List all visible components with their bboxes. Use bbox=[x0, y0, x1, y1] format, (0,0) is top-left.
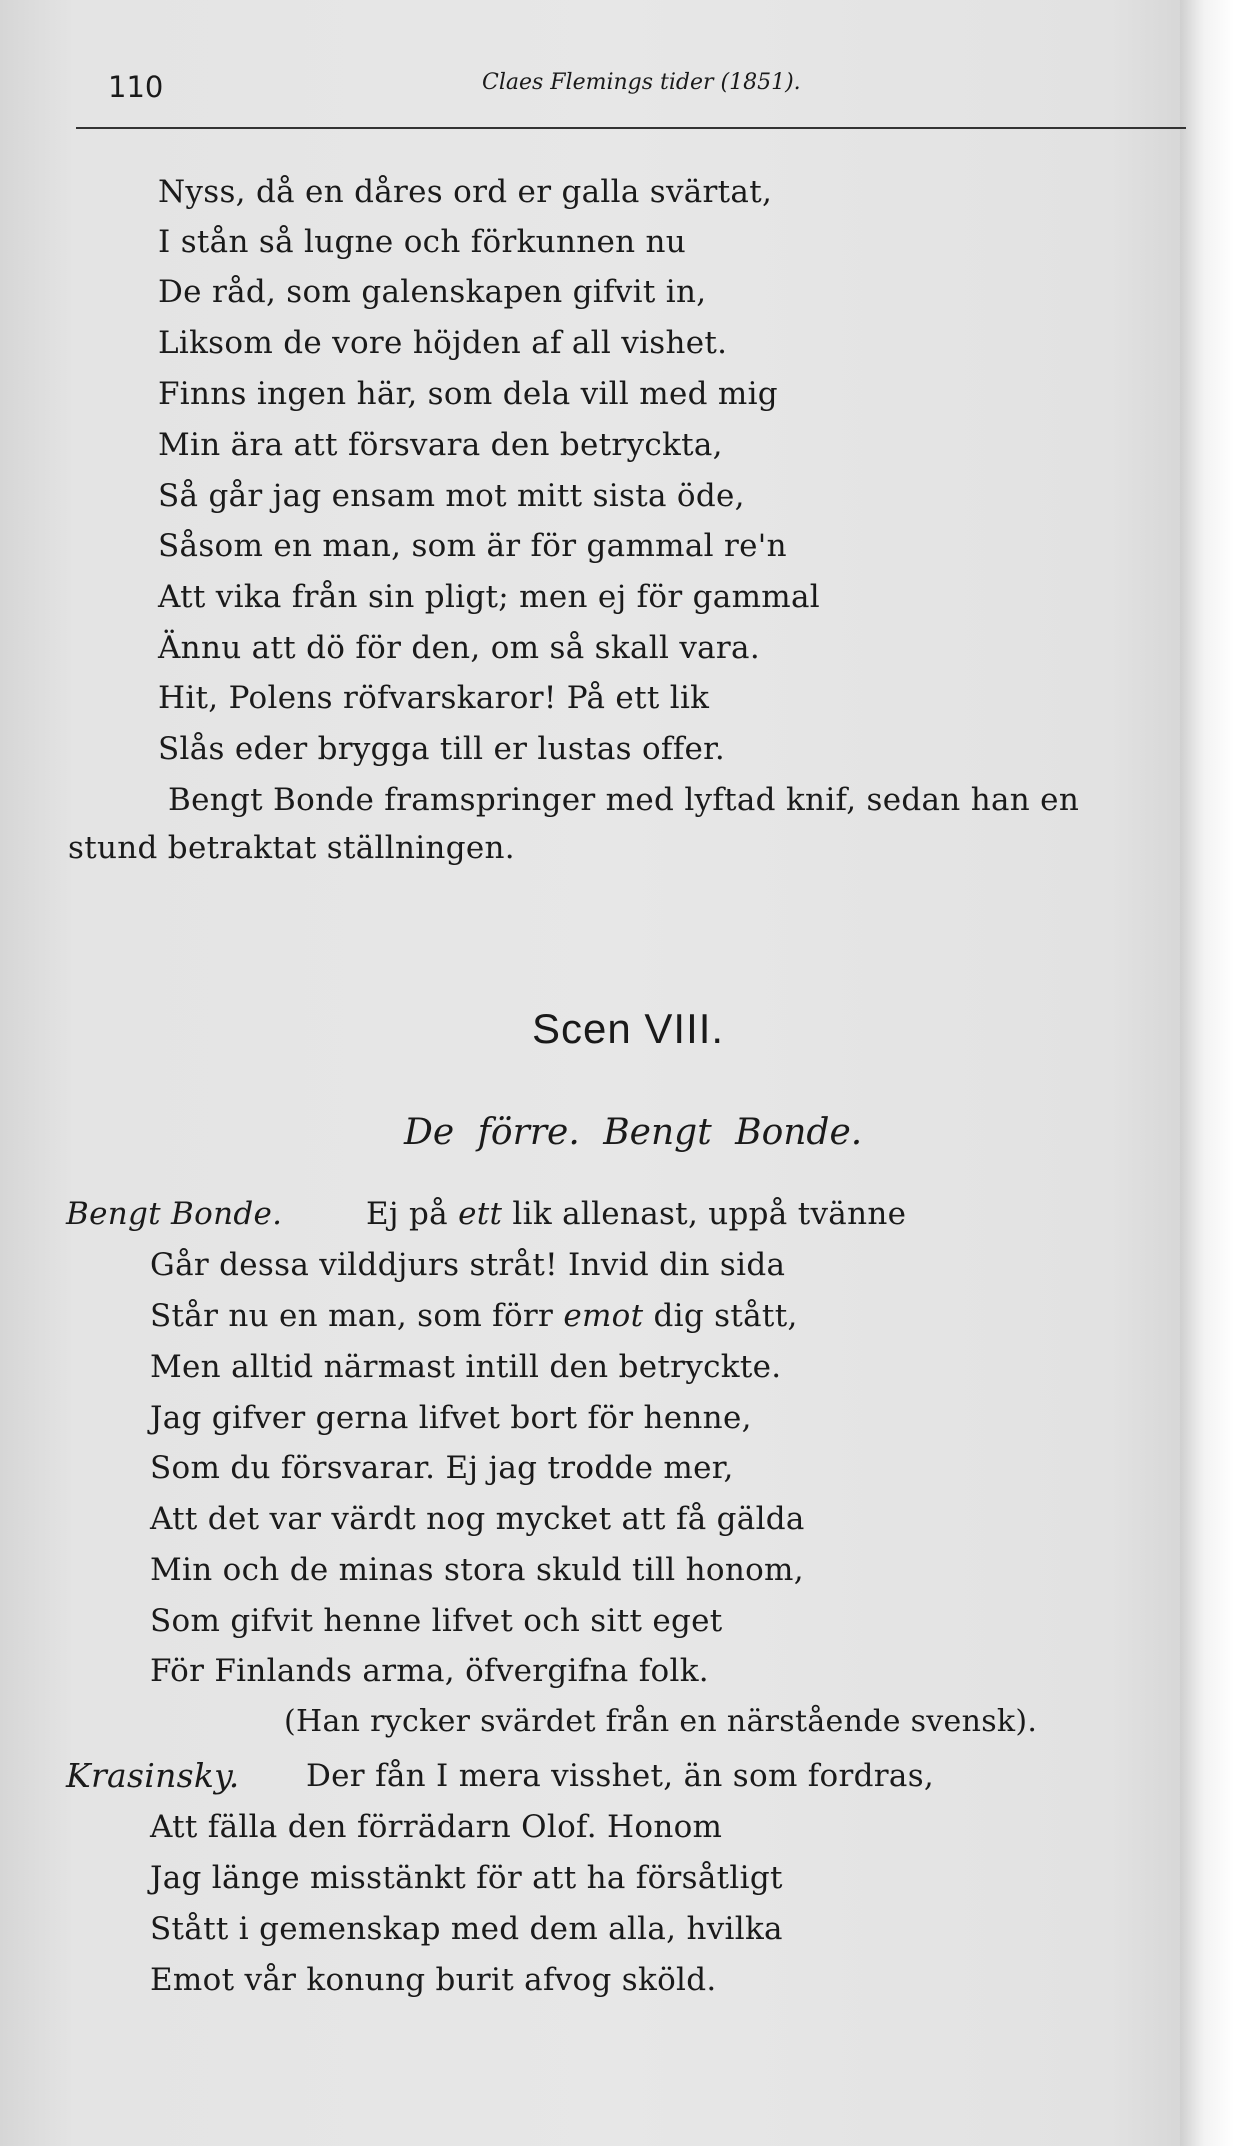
verse-line: Nyss, då en dåres ord er galla svärtat, bbox=[158, 174, 773, 210]
speaker-name: Krasinsky. bbox=[66, 1756, 240, 1795]
verse-line: Liksom de vore höjden af all vishet. bbox=[158, 325, 728, 361]
verse-line: Finns ingen här, som dela vill med mig bbox=[158, 376, 778, 412]
verse-line: Går dessa vilddjurs stråt! Invid din sida bbox=[150, 1247, 786, 1283]
verse-line: De råd, som galenskapen gifvit in, bbox=[158, 274, 707, 310]
speaker-name: Bengt Bonde. bbox=[66, 1196, 283, 1232]
verse-line: Jag gifver gerna lifvet bort för henne, bbox=[150, 1400, 752, 1436]
verse-line: Att fälla den förrädarn Olof. Honom bbox=[150, 1809, 723, 1845]
verse-line: Emot vår konung burit afvog sköld. bbox=[150, 1962, 717, 1998]
verse-line: Der fån I mera visshet, än som fordras, bbox=[306, 1758, 935, 1794]
verse-line: För Finlands arma, öfvergifna folk. bbox=[150, 1653, 709, 1689]
scene-cast: De förre. Bengt Bonde. bbox=[404, 1112, 863, 1153]
verse-line: Att det var värdt nog mycket att få gälda bbox=[150, 1501, 805, 1537]
verse-line: Ännu att dö för den, om så skall vara. bbox=[158, 630, 760, 666]
page-edge bbox=[1180, 0, 1234, 2146]
verse-line: Men alltid närmast intill den betryckte. bbox=[150, 1349, 782, 1385]
header-rule bbox=[76, 127, 1186, 129]
running-title: Claes Flemings tider (1851). bbox=[482, 70, 801, 95]
stage-direction: (Han rycker svärdet från en närstående svensk). bbox=[284, 1704, 1038, 1739]
verse-line: Min och de minas stora skuld till honom, bbox=[150, 1552, 804, 1588]
stage-direction: Bengt Bonde framspringer med lyftad knif, sedan han en bbox=[168, 782, 1080, 818]
verse-line: Stått i gemenskap med dem alla, hvilka bbox=[150, 1911, 783, 1947]
verse-line: Så går jag ensam mot mitt sista öde, bbox=[158, 478, 745, 514]
verse-line: Står nu en man, som förr emot dig stått, bbox=[150, 1298, 798, 1334]
verse-line: Hit, Polens röfvarskaror! På ett lik bbox=[158, 680, 710, 716]
page-number: 110 bbox=[108, 70, 164, 104]
verse-line: Att vika från sin pligt; men ej för gammal bbox=[158, 579, 820, 615]
verse-line: Ej på ett lik allenast, uppå tvänne bbox=[366, 1196, 907, 1232]
stage-direction-continued: stund betraktat ställningen. bbox=[68, 830, 515, 866]
verse-line: I stån så lugne och förkunnen nu bbox=[158, 224, 687, 260]
emphasis: ett bbox=[458, 1196, 503, 1232]
verse-line: Jag länge misstänkt för att ha försåtligt bbox=[150, 1860, 783, 1896]
verse-line: Såsom en man, som är för gammal re'n bbox=[158, 528, 787, 564]
verse-line: Min ära att försvara den betryckta, bbox=[158, 427, 723, 463]
verse-line: Som gifvit henne lifvet och sitt eget bbox=[150, 1603, 723, 1639]
scene-title: Scen VIII. bbox=[532, 1005, 725, 1052]
verse-line: Som du försvarar. Ej jag trodde mer, bbox=[150, 1450, 734, 1486]
emphasis: emot bbox=[563, 1298, 644, 1334]
verse-line: Slås eder brygga till er lustas offer. bbox=[158, 731, 725, 767]
